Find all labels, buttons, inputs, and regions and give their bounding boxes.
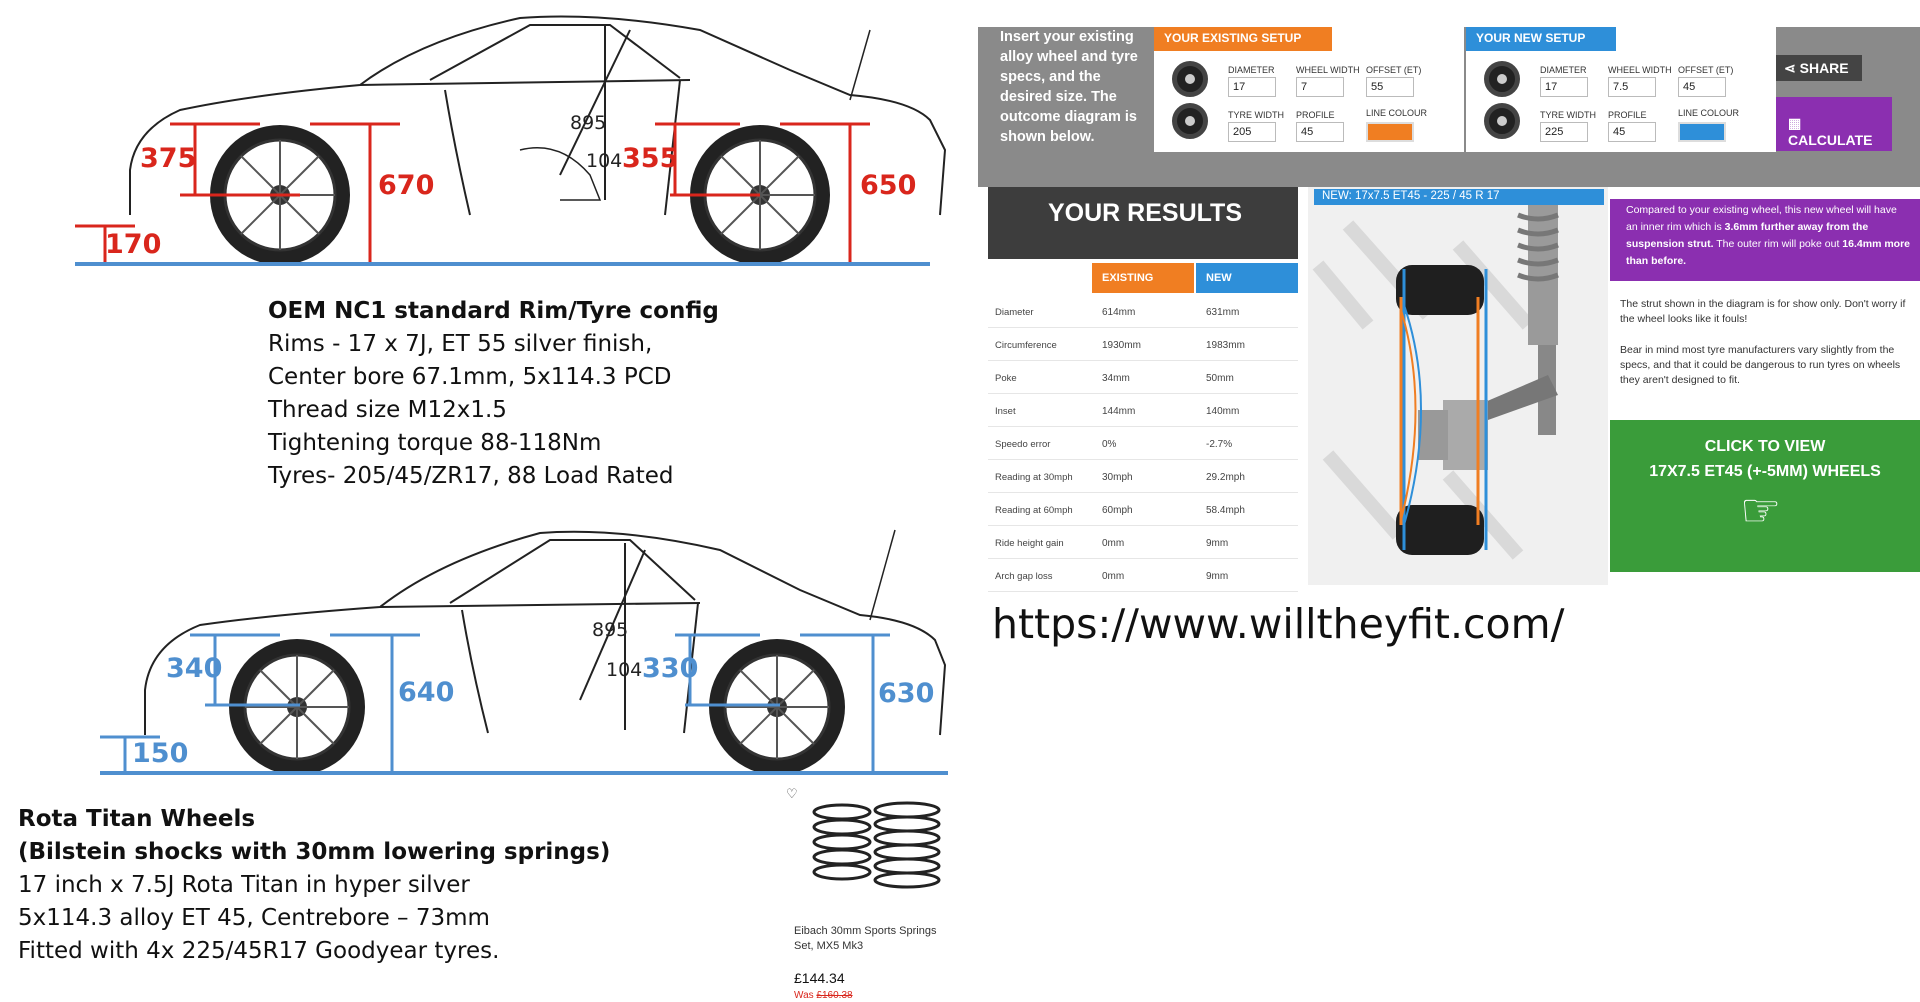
new-tyre-width-input[interactable]: 225 — [1540, 122, 1588, 142]
diameter-label: DIAMETER — [1540, 65, 1587, 75]
profile-label: PROFILE — [1608, 110, 1647, 120]
diagram-caption: NEW: 17x7.5 ET45 - 225 / 45 R 17 — [1314, 189, 1604, 205]
new-wheel-width-input[interactable]: 7.5 — [1608, 77, 1656, 97]
pointing-hand-icon: ☞ — [1740, 484, 1782, 536]
dim-seat-offset: 104 — [606, 659, 643, 681]
strut-note: The strut shown in the diagram is for show only. Don't worry if the wheel looks like it fouls! — [1620, 298, 1906, 325]
tyre-icon — [1172, 103, 1208, 139]
share-icon: ⋖ — [1784, 60, 1800, 76]
manufacturer-note: Bear in mind most tyre manufacturers vary slightly from the specs, and that it could be dangerous to run tyres on wheels they aren't designed to fit. — [1620, 344, 1901, 386]
tyre-width-label: TYRE WIDTH — [1228, 110, 1284, 120]
diameter-label: DIAMETER — [1228, 65, 1275, 75]
table-row: Diameter 614mm 631mm — [988, 295, 1298, 328]
cta-line-1: CLICK TO VIEW — [1704, 438, 1826, 455]
rota-spec-subtitle: (Bilstein shocks with 30mm lowering springs) — [18, 839, 611, 865]
dim-rear-ground-height: 650 — [860, 170, 917, 201]
wheel-icon — [1484, 61, 1520, 97]
tyre-width-label: TYRE WIDTH — [1540, 110, 1596, 120]
profile-label: PROFILE — [1296, 110, 1335, 120]
oem-spec-line: Rims - 17 x 7J, ET 55 silver finish, — [268, 331, 653, 357]
dim-rear-arch-height: 330 — [642, 653, 699, 684]
view-wheels-button[interactable] — [1610, 420, 1920, 572]
tyre-icon — [1484, 103, 1520, 139]
rota-spec-block — [18, 803, 610, 968]
offset-label: OFFSET (ET) — [1366, 65, 1422, 75]
oem-spec-line: Tyres- 205/45/ZR17, 88 Load Rated — [268, 463, 674, 489]
dim-front-ground-height: 640 — [398, 677, 455, 708]
table-row: Circumference 1930mm 1983mm — [988, 328, 1298, 361]
table-row: Poke 34mm 50mm — [988, 361, 1298, 394]
oem-spec-line: Tightening torque 88-118Nm — [268, 430, 602, 456]
dim-seat-height: 895 — [570, 112, 607, 134]
rota-spec-line: Fitted with 4x 225/45R17 Goodyear tyres. — [18, 938, 500, 964]
dim-rear-ground-height: 630 — [878, 678, 935, 709]
top-car-diagram — [0, 0, 960, 275]
results-heading: YOUR RESULTS — [988, 187, 1298, 259]
new-offset-input[interactable]: 45 — [1678, 77, 1726, 97]
table-row: Reading at 30mph 30mph 29.2mph — [988, 460, 1298, 493]
cta-line-2: 17X7.5 ET45 (+-5MM) WHEELS — [1649, 463, 1881, 480]
product-price: £144.34 — [794, 970, 845, 986]
new-line-colour-swatch[interactable] — [1678, 122, 1726, 142]
tool-intro-text: Insert your existing alloy wheel and tyre specs, and the desired size. The outcome diagram is shown below. — [1000, 29, 1138, 145]
existing-setup-heading: YOUR EXISTING SETUP — [1154, 27, 1332, 51]
oem-spec-block — [268, 295, 719, 493]
existing-profile-input[interactable]: 45 — [1296, 122, 1344, 142]
dim-seat-offset: 104 — [586, 150, 623, 172]
existing-column-header: EXISTING — [1092, 263, 1194, 293]
calculator-icon: ▦ — [1788, 115, 1802, 131]
bottom-car-diagram — [0, 515, 960, 780]
existing-tyre-width-input[interactable]: 205 — [1228, 122, 1276, 142]
new-setup-heading: YOUR NEW SETUP — [1466, 27, 1616, 51]
oem-spec-line: Thread size M12x1.5 — [268, 397, 507, 423]
rota-spec-line: 17 inch x 7.5J Rota Titan in hyper silver — [18, 872, 470, 898]
product-name[interactable]: Eibach 30mm Sports Springs Set, MX5 Mk3 — [794, 925, 937, 952]
wheel-width-label: WHEEL WIDTH — [1608, 65, 1672, 75]
share-button[interactable]: ⋖ SHARE — [1776, 55, 1862, 81]
willtheyfit-input-panel — [978, 27, 1920, 187]
existing-offset-input[interactable]: 55 — [1366, 77, 1414, 97]
oem-spec-line: Center bore 67.1mm, 5x114.3 PCD — [268, 364, 672, 390]
dim-front-arch-height: 375 — [140, 143, 197, 174]
wheel-width-label: WHEEL WIDTH — [1296, 65, 1360, 75]
wheel-icon — [1172, 61, 1208, 97]
line-colour-label: LINE COLOUR — [1678, 108, 1740, 118]
dim-ground-clearance: 170 — [105, 229, 162, 260]
table-row: Reading at 60mph 60mph 58.4mph — [988, 493, 1298, 526]
dim-ground-clearance: 150 — [132, 738, 189, 769]
new-diameter-input[interactable]: 17 — [1540, 77, 1588, 97]
line-colour-label: LINE COLOUR — [1366, 108, 1428, 118]
new-column-header: NEW — [1196, 263, 1298, 293]
results-table — [988, 187, 1298, 587]
rota-spec-line: 5x114.3 alloy ET 45, Centrebore – 73mm — [18, 905, 490, 931]
dim-rear-arch-height: 355 — [622, 143, 679, 174]
dim-front-arch-height: 340 — [166, 653, 223, 684]
oem-spec-title: OEM NC1 standard Rim/Tyre config — [268, 298, 719, 324]
existing-setup-panel — [1154, 27, 1464, 152]
existing-line-colour-swatch[interactable] — [1366, 122, 1414, 142]
new-profile-input[interactable]: 45 — [1608, 122, 1656, 142]
new-setup-panel — [1466, 27, 1776, 152]
dim-seat-height: 895 — [592, 619, 629, 641]
springs-image — [802, 792, 952, 902]
comparison-summary: Compared to your existing wheel, this new wheel will have an inner rim which is 3.6mm further away from the suspension strut. The outer rim will poke out 16.4mm more than before. — [1610, 199, 1920, 281]
existing-wheel-width-input[interactable]: 7 — [1296, 77, 1344, 97]
dim-front-ground-height: 670 — [378, 170, 435, 201]
wheel-cross-section — [1308, 205, 1608, 585]
offset-label: OFFSET (ET) — [1678, 65, 1734, 75]
product-card[interactable] — [784, 782, 964, 1002]
table-row: Ride height gain 0mm 9mm — [988, 526, 1298, 559]
calculate-button[interactable]: ▦ CALCULATE — [1776, 97, 1892, 151]
table-row: Arch gap loss 0mm 9mm — [988, 559, 1298, 592]
rota-spec-title: Rota Titan Wheels — [18, 806, 256, 832]
product-was-price: Was £160.38 — [794, 990, 853, 1001]
wheel-fitment-diagram — [1308, 187, 1608, 585]
website-url[interactable]: https://www.willtheyfit.com/ — [992, 600, 1565, 648]
heart-icon[interactable]: ♡ — [786, 786, 798, 801]
table-row: Inset 144mm 140mm — [988, 394, 1298, 427]
table-row: Speedo error 0% -2.7% — [988, 427, 1298, 460]
existing-diameter-input[interactable]: 17 — [1228, 77, 1276, 97]
